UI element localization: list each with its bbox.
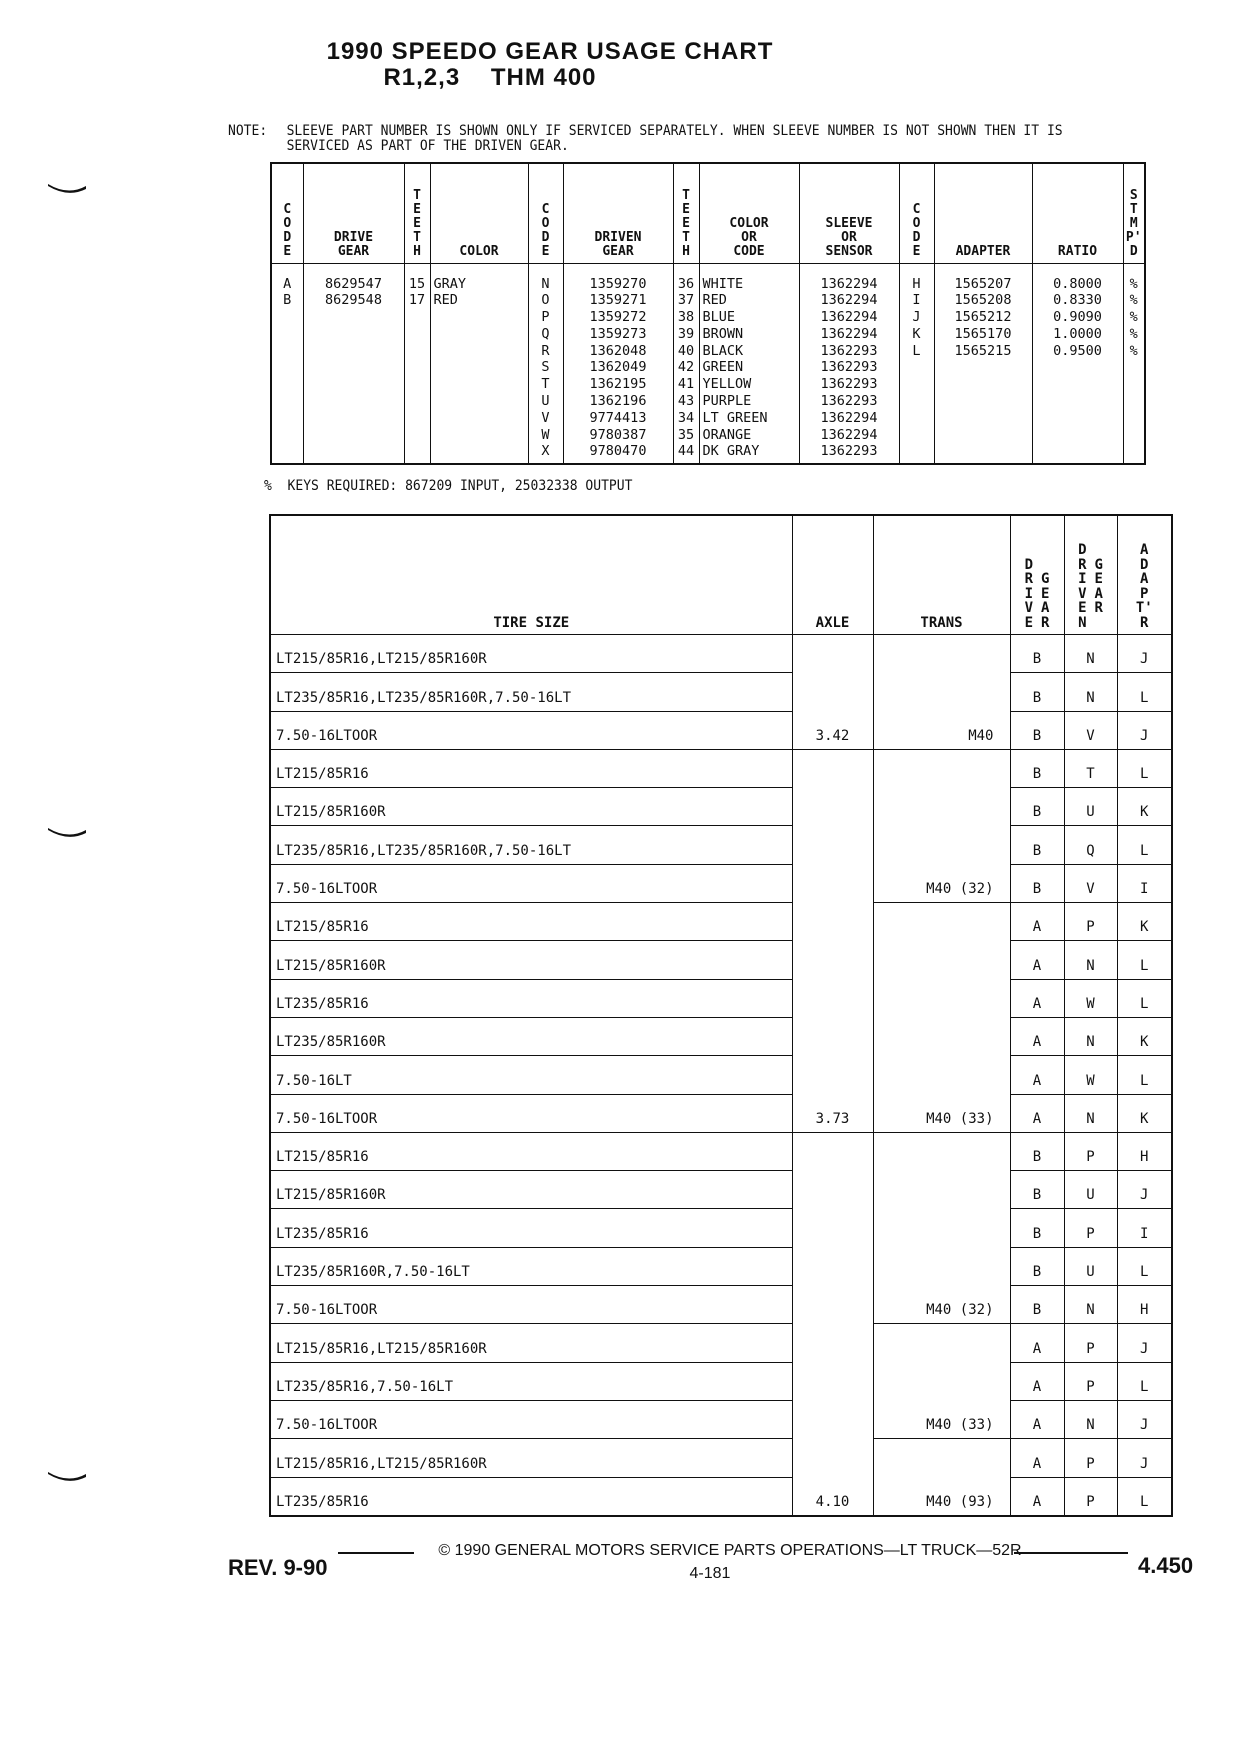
drive-gear-cell: A (1010, 941, 1064, 979)
axle-cell (792, 1171, 873, 1209)
trans-cell (873, 635, 1010, 673)
adapter-cell: J (1117, 1171, 1172, 1209)
stamped-column: % % % % % (1123, 263, 1145, 464)
page-number: 4-181 (689, 1565, 731, 1582)
axle-cell (792, 1286, 873, 1324)
table-row (270, 1400, 1172, 1438)
axle-cell (792, 1362, 873, 1400)
header-teeth: T E E T H (673, 163, 699, 263)
trans-cell (873, 1017, 1010, 1055)
axle-cell (792, 1439, 873, 1477)
trans-cell (873, 1132, 1010, 1170)
drive-gear-cell: B (1010, 749, 1064, 787)
axle-cell (792, 941, 873, 979)
trans-cell (873, 749, 1010, 787)
header-color: COLOR (430, 163, 528, 263)
header-color-or-code: COLOR OR CODE (699, 163, 799, 263)
driven-gear-cell: P (1064, 1477, 1117, 1516)
table-row (270, 1017, 1172, 1055)
trans-cell: M40 (33) (873, 1400, 1010, 1438)
adapter-code-column: H I J K L (899, 263, 934, 464)
table-row (270, 788, 1172, 826)
trans-cell: M40 (32) (873, 864, 1010, 902)
adapter-cell: L (1117, 979, 1172, 1017)
note (228, 124, 1130, 154)
drive-color-column: GRAY RED (430, 263, 528, 464)
table-row (270, 673, 1172, 711)
tire-size-cell: LT235/85R16,LT235/85R160R,7.50-16LT (270, 826, 792, 864)
tire-size-cell: LT215/85R160R (270, 941, 792, 979)
adapter-cell: J (1117, 711, 1172, 749)
copyright-text: © 1990 GENERAL MOTORS SERVICE PARTS OPERATIONS—LT TRUCK—52R (438, 1542, 1022, 1559)
tire-size-cell: LT215/85R16 (270, 903, 792, 941)
tire-size-cell: LT235/85R160R,7.50-16LT (270, 1247, 792, 1285)
drive-gear-cell: B (1010, 788, 1064, 826)
tire-size-cell: LT235/85R16,7.50-16LT (270, 1362, 792, 1400)
trans-cell: M40 (93) (873, 1477, 1010, 1516)
tire-size-cell: 7.50-16LTOOR (270, 1400, 792, 1438)
tire-size-cell: LT235/85R16,LT235/85R160R,7.50-16LT (270, 673, 792, 711)
usage-table (269, 514, 1173, 1517)
table-row (270, 941, 1172, 979)
tire-size-cell: LT215/85R16 (270, 749, 792, 787)
drive-gear-cell: B (1010, 1286, 1064, 1324)
tire-size-cell: 7.50-16LTOOR (270, 1286, 792, 1324)
table-row (270, 979, 1172, 1017)
ratio-column: 0.8000 0.8330 0.9090 1.0000 0.9500 (1032, 263, 1123, 464)
axle-cell (792, 1324, 873, 1362)
driven-color-column: WHITE RED BLUE BROWN BLACK GREEN YELLOW PURPLE LT GREEN ORANGE DK GRAY (699, 263, 799, 464)
header-drive-gear: D R I V E G E A R (1010, 515, 1064, 635)
tire-size-cell: LT235/85R160R (270, 1017, 792, 1055)
driven-gear-cell: T (1064, 749, 1117, 787)
drive-gear-cell: B (1010, 635, 1064, 673)
driven-code-column: N O P Q R S T U V W X (528, 263, 563, 464)
table-row (270, 1132, 1172, 1170)
trans-cell (873, 1324, 1010, 1362)
header-sleeve-or-sensor: SLEEVE OR SENSOR (799, 163, 899, 263)
driven-gear-cell: U (1064, 1171, 1117, 1209)
table-row (270, 903, 1172, 941)
driven-gear-cell: P (1064, 1132, 1117, 1170)
tire-size-cell: LT215/85R160R (270, 1171, 792, 1209)
driven-gear-cell: P (1064, 1209, 1117, 1247)
table-row (270, 711, 1172, 749)
driven-gear-cell: N (1064, 635, 1117, 673)
trans-cell (873, 1247, 1010, 1285)
adapter-cell: L (1117, 941, 1172, 979)
table-row (270, 1439, 1172, 1477)
trans-cell (873, 826, 1010, 864)
driven-teeth-column: 36 37 38 39 40 42 41 43 34 35 44 (673, 263, 699, 464)
driven-gear-cell: P (1064, 1439, 1117, 1477)
axle-cell (792, 673, 873, 711)
trans-cell (873, 673, 1010, 711)
adapter-cell: K (1117, 1094, 1172, 1132)
driven-gear-cell: N (1064, 673, 1117, 711)
tire-size-cell: LT235/85R16 (270, 1209, 792, 1247)
adapter-cell: K (1117, 788, 1172, 826)
trans-cell (873, 1362, 1010, 1400)
drive-gear-cell: B (1010, 864, 1064, 902)
header-driven-gear: D R I V E N G E A R (1064, 515, 1117, 635)
drive-gear-cell: B (1010, 673, 1064, 711)
footer-rule-left (338, 1552, 414, 1554)
tire-size-cell: LT215/85R160R (270, 788, 792, 826)
note-text: SLEEVE PART NUMBER IS SHOWN ONLY IF SERVICED SEPARATELY. WHEN SLEEVE NUMBER IS NOT SHOWN THEN IT IS SERVICED AS PART OF THE DRIVEN GEAR. (286, 123, 1063, 154)
drive-gear-cell: A (1010, 903, 1064, 941)
header-ratio: RATIO (1032, 163, 1123, 263)
drive-gear-cell: B (1010, 826, 1064, 864)
table-row (270, 1094, 1172, 1132)
trans-cell: M40 (32) (873, 1286, 1010, 1324)
header-teeth: T E E T H (404, 163, 430, 263)
driven-gear-cell: W (1064, 979, 1117, 1017)
driven-gear-cell: P (1064, 1362, 1117, 1400)
axle-cell: 3.73 (792, 1094, 873, 1132)
driven-gear-cell: V (1064, 711, 1117, 749)
axle-cell: 4.10 (792, 1477, 873, 1516)
axle-cell (792, 1132, 873, 1170)
table-row (270, 1209, 1172, 1247)
section-number: 4.450 (1138, 1553, 1194, 1578)
drive-gear-cell: A (1010, 1400, 1064, 1438)
tire-size-cell: 7.50-16LTOOR (270, 711, 792, 749)
table-row (270, 864, 1172, 902)
drive-gear-cell: A (1010, 1017, 1064, 1055)
driven-gear-cell: W (1064, 1056, 1117, 1094)
driven-gear-cell: N (1064, 941, 1117, 979)
axle-cell (792, 1247, 873, 1285)
adapter-cell: I (1117, 864, 1172, 902)
drive-gear-cell: A (1010, 1477, 1064, 1516)
axle-cell (792, 1400, 873, 1438)
header-code: C O D E (528, 163, 563, 263)
axle-cell (792, 635, 873, 673)
driven-gear-cell: P (1064, 1324, 1117, 1362)
tire-size-cell: 7.50-16LT (270, 1056, 792, 1094)
binder-hole-mark (48, 182, 88, 194)
drive-gear-cell: B (1010, 711, 1064, 749)
table-row (270, 1362, 1172, 1400)
axle-cell (792, 979, 873, 1017)
tire-size-cell: LT235/85R16 (270, 979, 792, 1017)
driven-gear-cell: U (1064, 1247, 1117, 1285)
driven-gear-cell: N (1064, 1017, 1117, 1055)
tire-size-cell: LT215/85R16,LT215/85R160R (270, 1324, 792, 1362)
gear-table (270, 162, 1146, 465)
header-driven-gear: DRIVEN GEAR (563, 163, 673, 263)
drive-gear-cell: A (1010, 1094, 1064, 1132)
driven-gear-cell: U (1064, 788, 1117, 826)
driven-gear-cell: V (1064, 864, 1117, 902)
driven-gear-cell: Q (1064, 826, 1117, 864)
table-row (270, 1171, 1172, 1209)
axle-cell (792, 1017, 873, 1055)
axle-cell: 3.42 (792, 711, 873, 749)
axle-cell (792, 788, 873, 826)
keys-required-note: % KEYS REQUIRED: 867209 INPUT, 25032338 OUTPUT (264, 478, 633, 494)
adapter-cell: L (1117, 749, 1172, 787)
driven-gear-cell: N (1064, 1094, 1117, 1132)
sleeve-column: 1362294 1362294 1362294 1362294 1362293 1362293 1362293 1362293 1362294 1362294 1362293 (799, 263, 899, 464)
adapter-cell: J (1117, 1439, 1172, 1477)
header-adapter: ADAPTER (934, 163, 1032, 263)
adapter-cell: L (1117, 673, 1172, 711)
header-trans: TRANS (873, 515, 1010, 635)
drive-gear-column: 8629547 8629548 (303, 263, 404, 464)
drive-gear-cell: A (1010, 1056, 1064, 1094)
trans-cell: M40 (873, 711, 1010, 749)
adapter-cell: L (1117, 1362, 1172, 1400)
adapter-cell: K (1117, 1017, 1172, 1055)
drive-gear-cell: A (1010, 1439, 1064, 1477)
axle-cell (792, 864, 873, 902)
header-axle: AXLE (792, 515, 873, 635)
note-label: NOTE: (228, 123, 268, 139)
header-tire-size: TIRE SIZE (270, 515, 792, 635)
adapter-cell: H (1117, 1132, 1172, 1170)
driven-gear-cell: N (1064, 1400, 1117, 1438)
adapter-cell: L (1117, 1056, 1172, 1094)
axle-cell (792, 826, 873, 864)
adapter-cell: J (1117, 1400, 1172, 1438)
adapter-cell: L (1117, 1247, 1172, 1285)
adapter-cell: H (1117, 1286, 1172, 1324)
table-row (270, 1477, 1172, 1516)
drive-teeth-column: 15 17 (404, 263, 430, 464)
driven-gear-column: 1359270 1359271 1359272 1359273 1362048 1362049 1362195 1362196 9774413 9780387 9780470 (563, 263, 673, 464)
adapter-cell: J (1117, 1324, 1172, 1362)
driven-gear-cell: N (1064, 1286, 1117, 1324)
table-row (270, 826, 1172, 864)
tire-size-cell: LT215/85R16 (270, 1132, 792, 1170)
drive-gear-cell: B (1010, 1171, 1064, 1209)
tire-size-cell: 7.50-16LTOOR (270, 1094, 792, 1132)
binder-hole-mark (48, 1470, 88, 1482)
trans-cell (873, 1209, 1010, 1247)
chart-subtitle: R1,2,3 THM 400 (383, 64, 597, 91)
table-row (270, 1286, 1172, 1324)
trans-cell (873, 1056, 1010, 1094)
chart-title: 1990 SPEEDO GEAR USAGE CHART (326, 38, 774, 65)
adapter-cell: L (1117, 1477, 1172, 1516)
axle-cell (792, 749, 873, 787)
trans-cell (873, 941, 1010, 979)
table-row (270, 635, 1172, 673)
drive-gear-cell: A (1010, 1324, 1064, 1362)
trans-cell (873, 1439, 1010, 1477)
header-code: C O D E (899, 163, 934, 263)
drive-gear-cell: B (1010, 1132, 1064, 1170)
table-row (270, 1056, 1172, 1094)
adapter-column: 1565207 1565208 1565212 1565170 1565215 (934, 263, 1032, 464)
table-row (270, 749, 1172, 787)
adapter-cell: J (1117, 635, 1172, 673)
trans-cell (873, 903, 1010, 941)
header-code: C O D E (271, 163, 303, 263)
tire-size-cell: 7.50-16LTOOR (270, 864, 792, 902)
header-drive-gear: DRIVE GEAR (303, 163, 404, 263)
header-stamped: S T M P' D (1123, 163, 1145, 263)
adapter-cell: I (1117, 1209, 1172, 1247)
trans-cell (873, 788, 1010, 826)
binder-hole-mark (48, 826, 88, 838)
table-row (270, 1247, 1172, 1285)
axle-cell (792, 903, 873, 941)
drive-gear-cell: B (1010, 1247, 1064, 1285)
trans-cell: M40 (33) (873, 1094, 1010, 1132)
header-adapter: A D A P T' R (1117, 515, 1172, 635)
drive-code-column: A B (271, 263, 303, 464)
adapter-cell: L (1117, 826, 1172, 864)
drive-gear-cell: A (1010, 1362, 1064, 1400)
tire-size-cell: LT215/85R16,LT215/85R160R (270, 635, 792, 673)
drive-gear-cell: B (1010, 1209, 1064, 1247)
drive-gear-cell: A (1010, 979, 1064, 1017)
tire-size-cell: LT215/85R16,LT215/85R160R (270, 1439, 792, 1477)
trans-cell (873, 979, 1010, 1017)
axle-cell (792, 1209, 873, 1247)
driven-gear-cell: P (1064, 903, 1117, 941)
tire-size-cell: LT235/85R16 (270, 1477, 792, 1516)
adapter-cell: K (1117, 903, 1172, 941)
table-row (270, 1324, 1172, 1362)
axle-cell (792, 1056, 873, 1094)
revision-label: REV. 9-90 (228, 1555, 328, 1580)
trans-cell (873, 1171, 1010, 1209)
